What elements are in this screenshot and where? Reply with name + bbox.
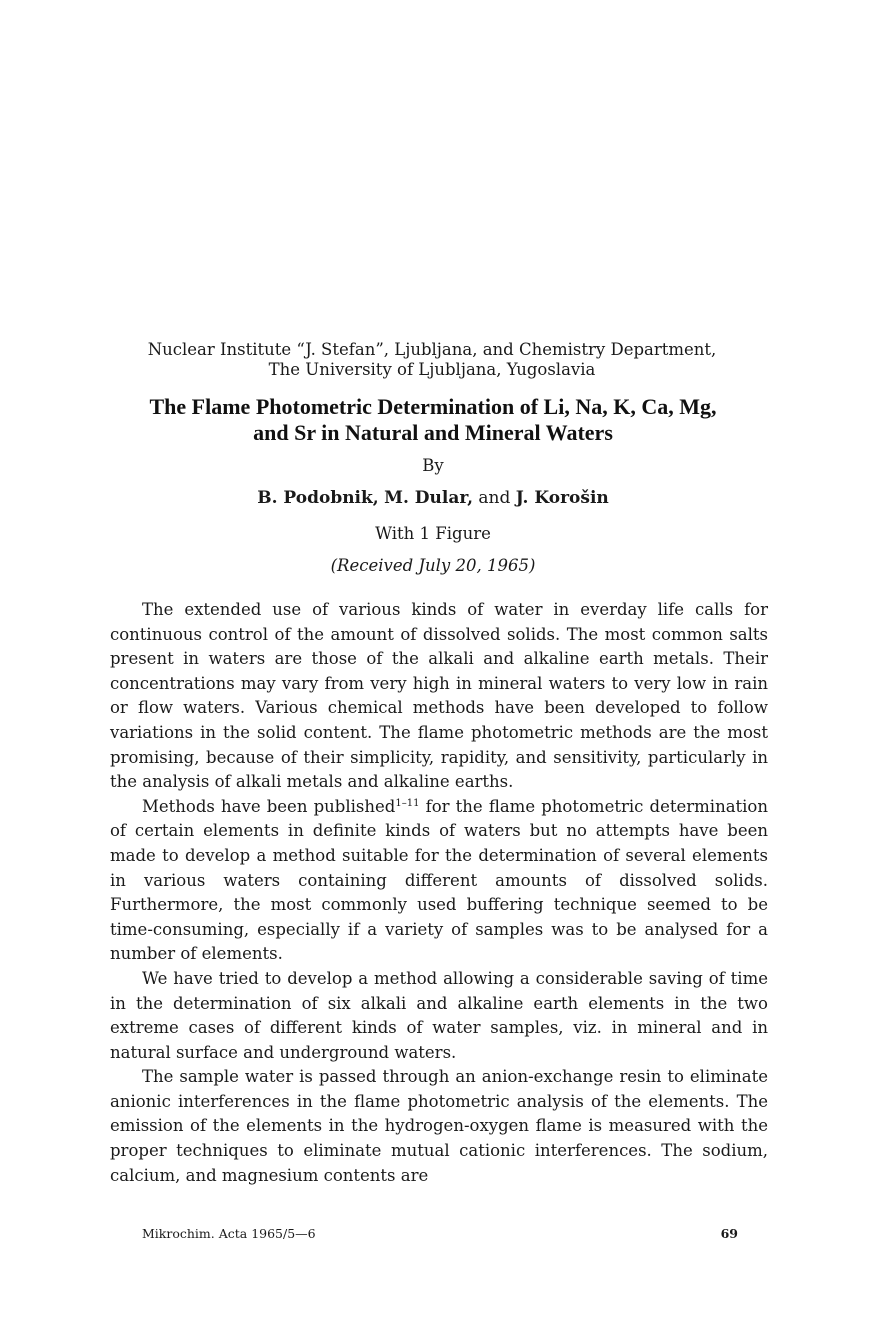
body-text (110, 598, 768, 1188)
paragraph-3: We have tried to develop a method allowing a considerable saving of time in the determination of six alkali and alkaline earth elements in the two extreme cases of different kinds of water samples, viz. in mineral and in natural surface and underground waters. (110, 968, 768, 1062)
journal-citation: Mikrochim. Acta 1965/5—6 (142, 1226, 316, 1241)
author-conjunction: and (478, 488, 511, 508)
paper-title (96, 394, 770, 446)
paragraph-1: The extended use of various kinds of water in everday life calls for continuous control of the amount of dissolved solids. The most common salts present in waters are those of the alkali and alkaline earth metals. Their concentrations may vary from very high in mineral waters to very low in rain or flow waters. Various chemical methods have been developed to follow variations in the solid content. The flame photometric methods are the most promising, because of their simplicity, rapidity, and sensitivity, particularly in the analysis of alkali metals and alkaline earths. (110, 600, 768, 792)
affiliation-line-1: Nuclear Institute “J. Stefan”, Ljubljana, and Chemistry Department, (147, 340, 717, 359)
byline: By (422, 456, 444, 475)
reference-superscript: 1–11 (395, 797, 420, 809)
authors (100, 487, 766, 509)
paragraph-4: The sample water is passed through an anion-exchange resin to eliminate anionic interferences in the flame photometric analysis of the elements. The emission of the elements in the hydrogen-oxygen flame is measured with the proper techniques to eliminate mutual cationic interferences. The sodium, calcium, and magnesium contents are (110, 1067, 768, 1185)
title-line-1: The Flame Photometric Determination of Li, Na, K, Ca, Mg, (149, 394, 717, 419)
figure-count-note: With 1 Figure (375, 524, 491, 543)
affiliation (100, 340, 764, 380)
author-podobnik: B. Podobnik, (257, 488, 379, 508)
paragraph-2 (110, 795, 768, 967)
page-footer (142, 1226, 738, 1242)
title-line-2: and Sr in Natural and Mineral Waters (253, 420, 613, 445)
affiliation-line-2: The University of Ljubljana, Yugoslavia (268, 360, 596, 379)
author-dular: M. Dular, (384, 488, 473, 508)
paragraph-2-rest: for the flame photometric determination of certain elements in definite kinds of waters but no attempts have been made to develop a method suitable for the determination of several elements in various waters containing different amounts of dissolved solids. Furthermore, the most commonly used buffering technique seemed to be time-consuming, especially if a variety of samples was to be analysed for a number of elements. (110, 796, 768, 964)
author-korosin: J. Korošin (515, 488, 609, 508)
page-number: 69 (720, 1226, 738, 1241)
received-date: (Received July 20, 1965) (330, 556, 536, 575)
paragraph-2-start: Methods have been published (142, 796, 396, 816)
